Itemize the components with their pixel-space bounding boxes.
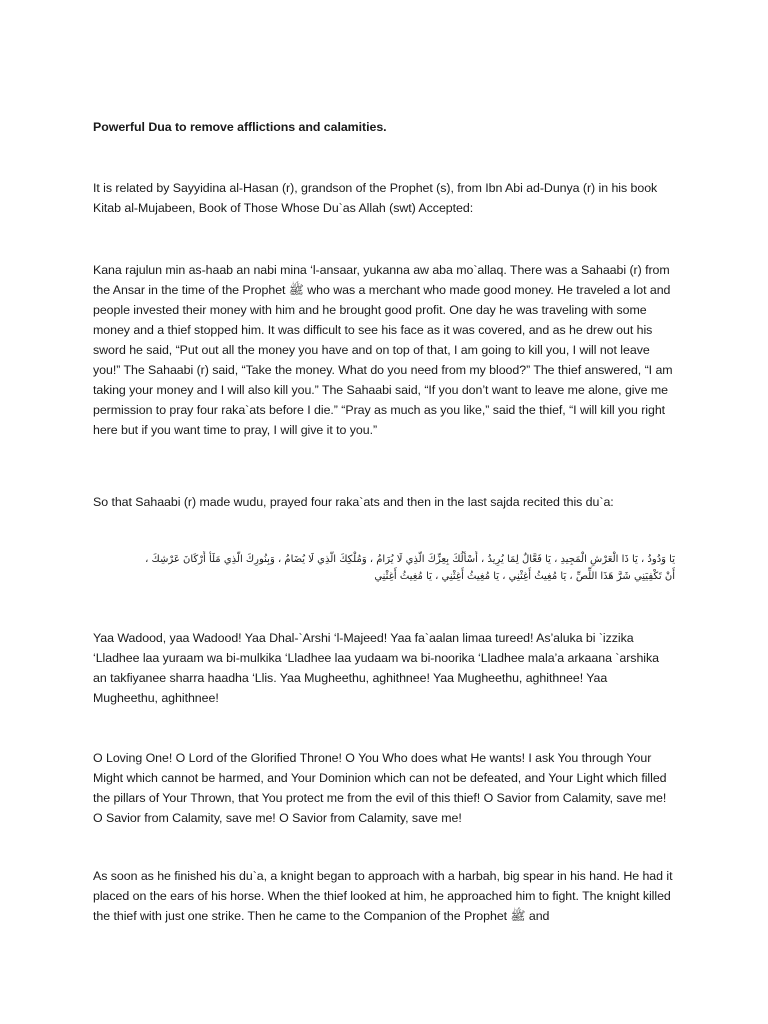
story-paragraph: Kana rajulun min as-haab an nabi mina ‘l-ansaar, yukanna aw aba mo`allaq. There was a Sahaabi (r) from the Ansar in the time of the Prophet ﷺ who was a merchant who made good money. He traveled a lot and people invested their money with him and he brought good profit. One day he was traveling with some money and a thief stopped him. It was difficult to see his face as it was covered, and as he drew out his sword he said, “Put out all the money you have and on top of that, I am going to kill you, I will not leave you!” The Sahaabi (r) said, “Take the money. What do you need from my blood?” The thief answered, “I am taking your money and I will also kill you.” The Sahaabi said, “If you don’t want to leave me alone, give me permission to pray four raka`ats before I die.” “Pray as much as you like,” said the thief, “I will kill you right here but if you want time to pray, I will give it to you.”: [93, 263, 673, 437]
arabic-dua-line-1: يَا وَدُودُ ، يَا ذَا الْعَرْشِ الْمَجِيدِ ، يَا فَعَّالٌ لِمَا يُرِيدُ ، أَسْأَلُكَ بِعِزِّكَ الَّذِي لَا يُرَامُ ، وَمُلْكِكَ الَّذِي لَا يُضَامُ ، وَبِنُورِكَ الَّذِي مَلَأَ أَرْكَانَ عَرْشِكَ ،: [145, 554, 675, 565]
document-title: Powerful Dua to remove afflictions and calamities.: [93, 120, 387, 134]
ending-paragraph: As soon as he finished his du`a, a knight began to approach with a harbah, big spear in his hand. He had it placed on the ears of his horse. When the thief looked at him, he approached him to fight. The knight killed the thief with just one strike. Then he came to the Companion of the Prophet ﷺ and: [93, 869, 673, 923]
translation-paragraph: O Loving One! O Lord of the Glorified Throne! O You Who does what He wants! I ask You through Your Might which cannot be harmed, and Your Dominion which can not be defeated, and Your Light which filled the pillars of Your Thrown, that You protect me from the evil of this thief! O Savior from Calamity, save me! O Savior from Calamity, save me! O Savior from Calamity, save me!: [93, 751, 667, 825]
lead-in-paragraph: So that Sahaabi (r) made wudu, prayed four raka`ats and then in the last sajda recited this du`a:: [93, 495, 614, 509]
intro-paragraph: It is related by Sayyidina al-Hasan (r), grandson of the Prophet (s), from Ibn Abi ad-Dunya (r) in his book Kitab al-Mujabeen, Book of Those Whose Du`as Allah (swt) Accepted:: [93, 181, 658, 215]
arabic-dua-line-2: أَنْ تَكْفِيَنِي شَرَّ هَذَا اللِّصِّ ، يَا مُغِيثُ أَغِثْنِي ، يَا مُغِيثُ أَغِثْنِي ، يَا مُغِيثُ أَغِثْنِي: [374, 571, 675, 582]
arabic-dua: [93, 551, 675, 585]
transliteration-paragraph: Yaa Wadood, yaa Wadood! Yaa Dhal-`Arshi ‘l-Majeed! Yaa fa`aalan limaa tureed! As’aluka bi `izzika ‘Lladhee laa yuraam wa bi-mulkika ‘Lladhee laa yudaam wa bi-noorika ‘Lladhee mala’a arkaana `arshika an takfiyanee sharra haadha ‘Llis. Yaa Mugheethu, aghithnee! Yaa Mugheethu, aghithnee! Yaa Mugheethu, aghithnee!: [93, 631, 659, 705]
